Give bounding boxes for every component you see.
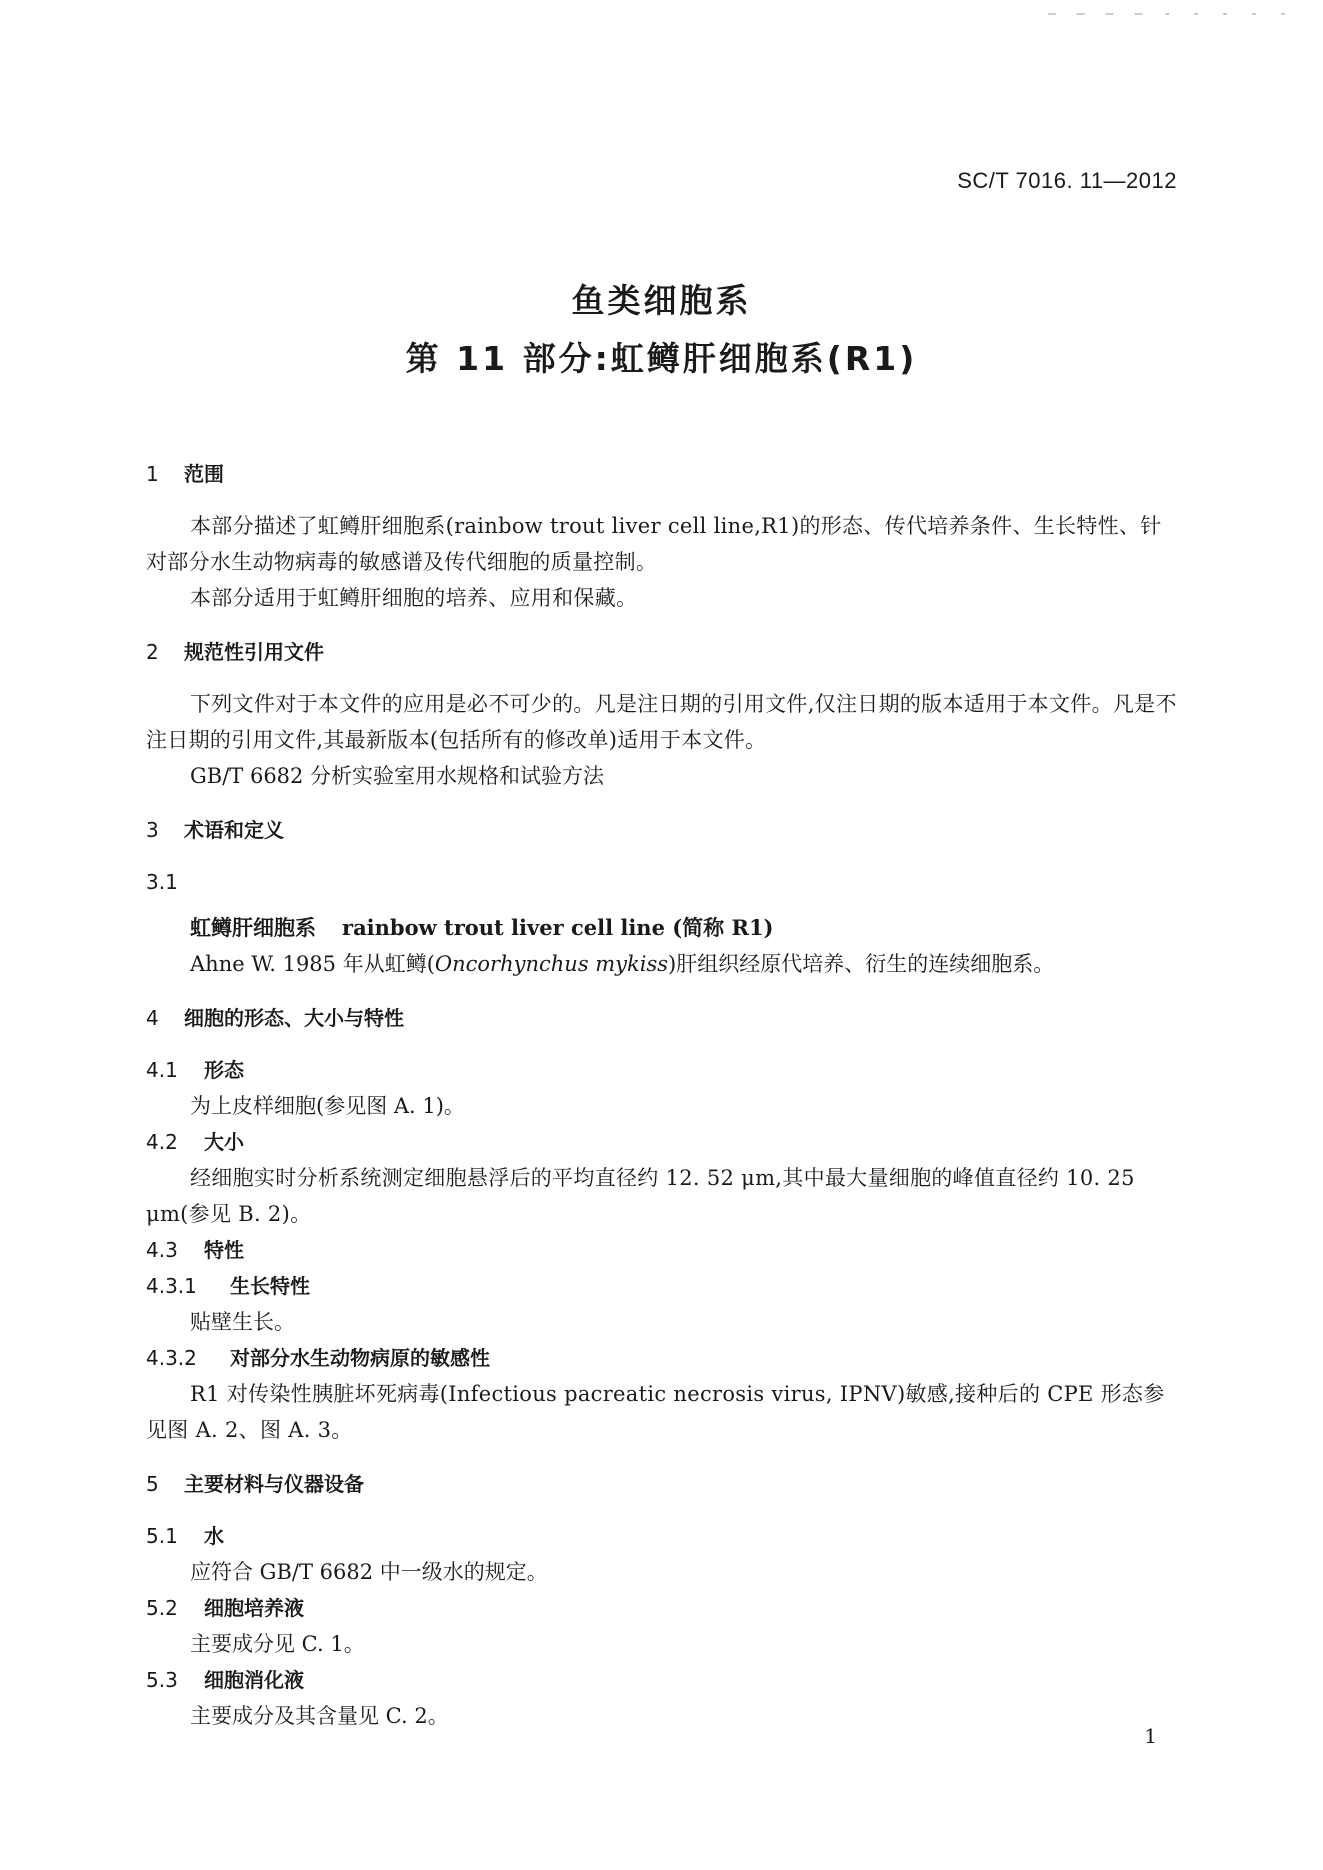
- subsection-heading-4-3: 4.3 特性: [146, 1238, 244, 1262]
- paragraph: 主要成分见 C. 1。: [190, 1632, 365, 1656]
- scan-artifact-marks: — — — — - - - - -: [1047, 6, 1293, 22]
- section-number: 5: [146, 1472, 159, 1496]
- term-en: rainbow trout liver cell line (简称 R1): [342, 915, 774, 940]
- subsection-heading-4-3-2: 4.3.2 对部分水生动物病原的敏感性: [146, 1346, 490, 1370]
- standard-code: SC/T 7016. 11—2012: [957, 168, 1177, 193]
- section-title: 细胞的形态、大小与特性: [184, 1006, 404, 1030]
- reference-title: 分析实验室用水规格和试验方法: [310, 764, 604, 788]
- section-title: 主要材料与仪器设备: [184, 1472, 364, 1496]
- section-heading-4: [146, 1000, 1178, 1036]
- section-heading-5: [146, 1466, 1178, 1502]
- term-definition: Ahne W. 1985 年从虹鳟(Oncorhynchus mykiss)肝组织经原代培养、衍生的连续细胞系。: [190, 952, 1055, 976]
- section-heading-3: [146, 812, 1178, 848]
- paragraph: 贴壁生长。: [190, 1310, 295, 1334]
- paragraph: 主要成分及其含量见 C. 2。: [190, 1704, 449, 1728]
- section-title: 规范性引用文件: [184, 640, 324, 664]
- paragraph: 下列文件对于本文件的应用是必不可少的。凡是注日期的引用文件,仅注日期的版本适用于本文件。凡是不注日期的引用文件,其最新版本(包括所有的修改单)适用于本文件。: [146, 692, 1177, 752]
- subsection-heading-5-1: 5.1 水: [146, 1524, 224, 1548]
- title-line-2: 第 11 部分:虹鳟肝细胞系(R1): [405, 339, 918, 378]
- reference-code: GB/T 6682: [190, 764, 304, 788]
- normative-reference: [146, 758, 1178, 794]
- paragraph: 为上皮样细胞(参见图 A. 1)。: [190, 1094, 465, 1118]
- term-zh: 虹鳟肝细胞系: [190, 916, 316, 940]
- section-number: 2: [146, 640, 159, 664]
- section-number: 4: [146, 1006, 159, 1030]
- document-title: [0, 272, 1323, 388]
- title-line-1: 鱼类细胞系: [571, 281, 752, 320]
- section-title: 术语和定义: [184, 818, 284, 842]
- subsection-heading-4-1: 4.1 形态: [146, 1058, 244, 1082]
- subsection-heading-5-3: 5.3 细胞消化液: [146, 1668, 304, 1692]
- species-name: Oncorhynchus mykiss: [434, 952, 669, 976]
- term-number: 3.1: [146, 870, 178, 894]
- paragraph: 应符合 GB/T 6682 中一级水的规定。: [190, 1560, 548, 1584]
- section-heading-2: [146, 634, 1178, 670]
- term-entry: [146, 910, 1178, 946]
- section-title: 范围: [184, 462, 224, 486]
- section-number: 1: [146, 462, 159, 486]
- paragraph: 本部分适用于虹鳟肝细胞的培养、应用和保藏。: [190, 586, 638, 610]
- paragraph: R1 对传染性胰脏坏死病毒(Infectious pacreatic necrosis virus, IPNV)敏感,接种后的 CPE 形态参见图 A. 2、图 A. 3。: [146, 1382, 1165, 1442]
- page-number: 1: [1144, 1724, 1157, 1748]
- subsection-heading-4-3-1: 4.3.1 生长特性: [146, 1274, 310, 1298]
- document-body: [146, 456, 1178, 1734]
- paragraph: 本部分描述了虹鳟肝细胞系(rainbow trout liver cell line,R1)的形态、传代培养条件、生长特性、针对部分水生动物病毒的敏感谱及传代细胞的质量控制。: [146, 514, 1162, 574]
- section-heading-1: [146, 456, 1178, 492]
- section-number: 3: [146, 818, 159, 842]
- subsection-heading-4-2: 4.2 大小: [146, 1130, 244, 1154]
- paragraph: 经细胞实时分析系统测定细胞悬浮后的平均直径约 12. 52 μm,其中最大量细胞的峰值直径约 10. 25 μm(参见 B. 2)。: [146, 1166, 1135, 1226]
- subsection-heading-5-2: 5.2 细胞培养液: [146, 1596, 304, 1620]
